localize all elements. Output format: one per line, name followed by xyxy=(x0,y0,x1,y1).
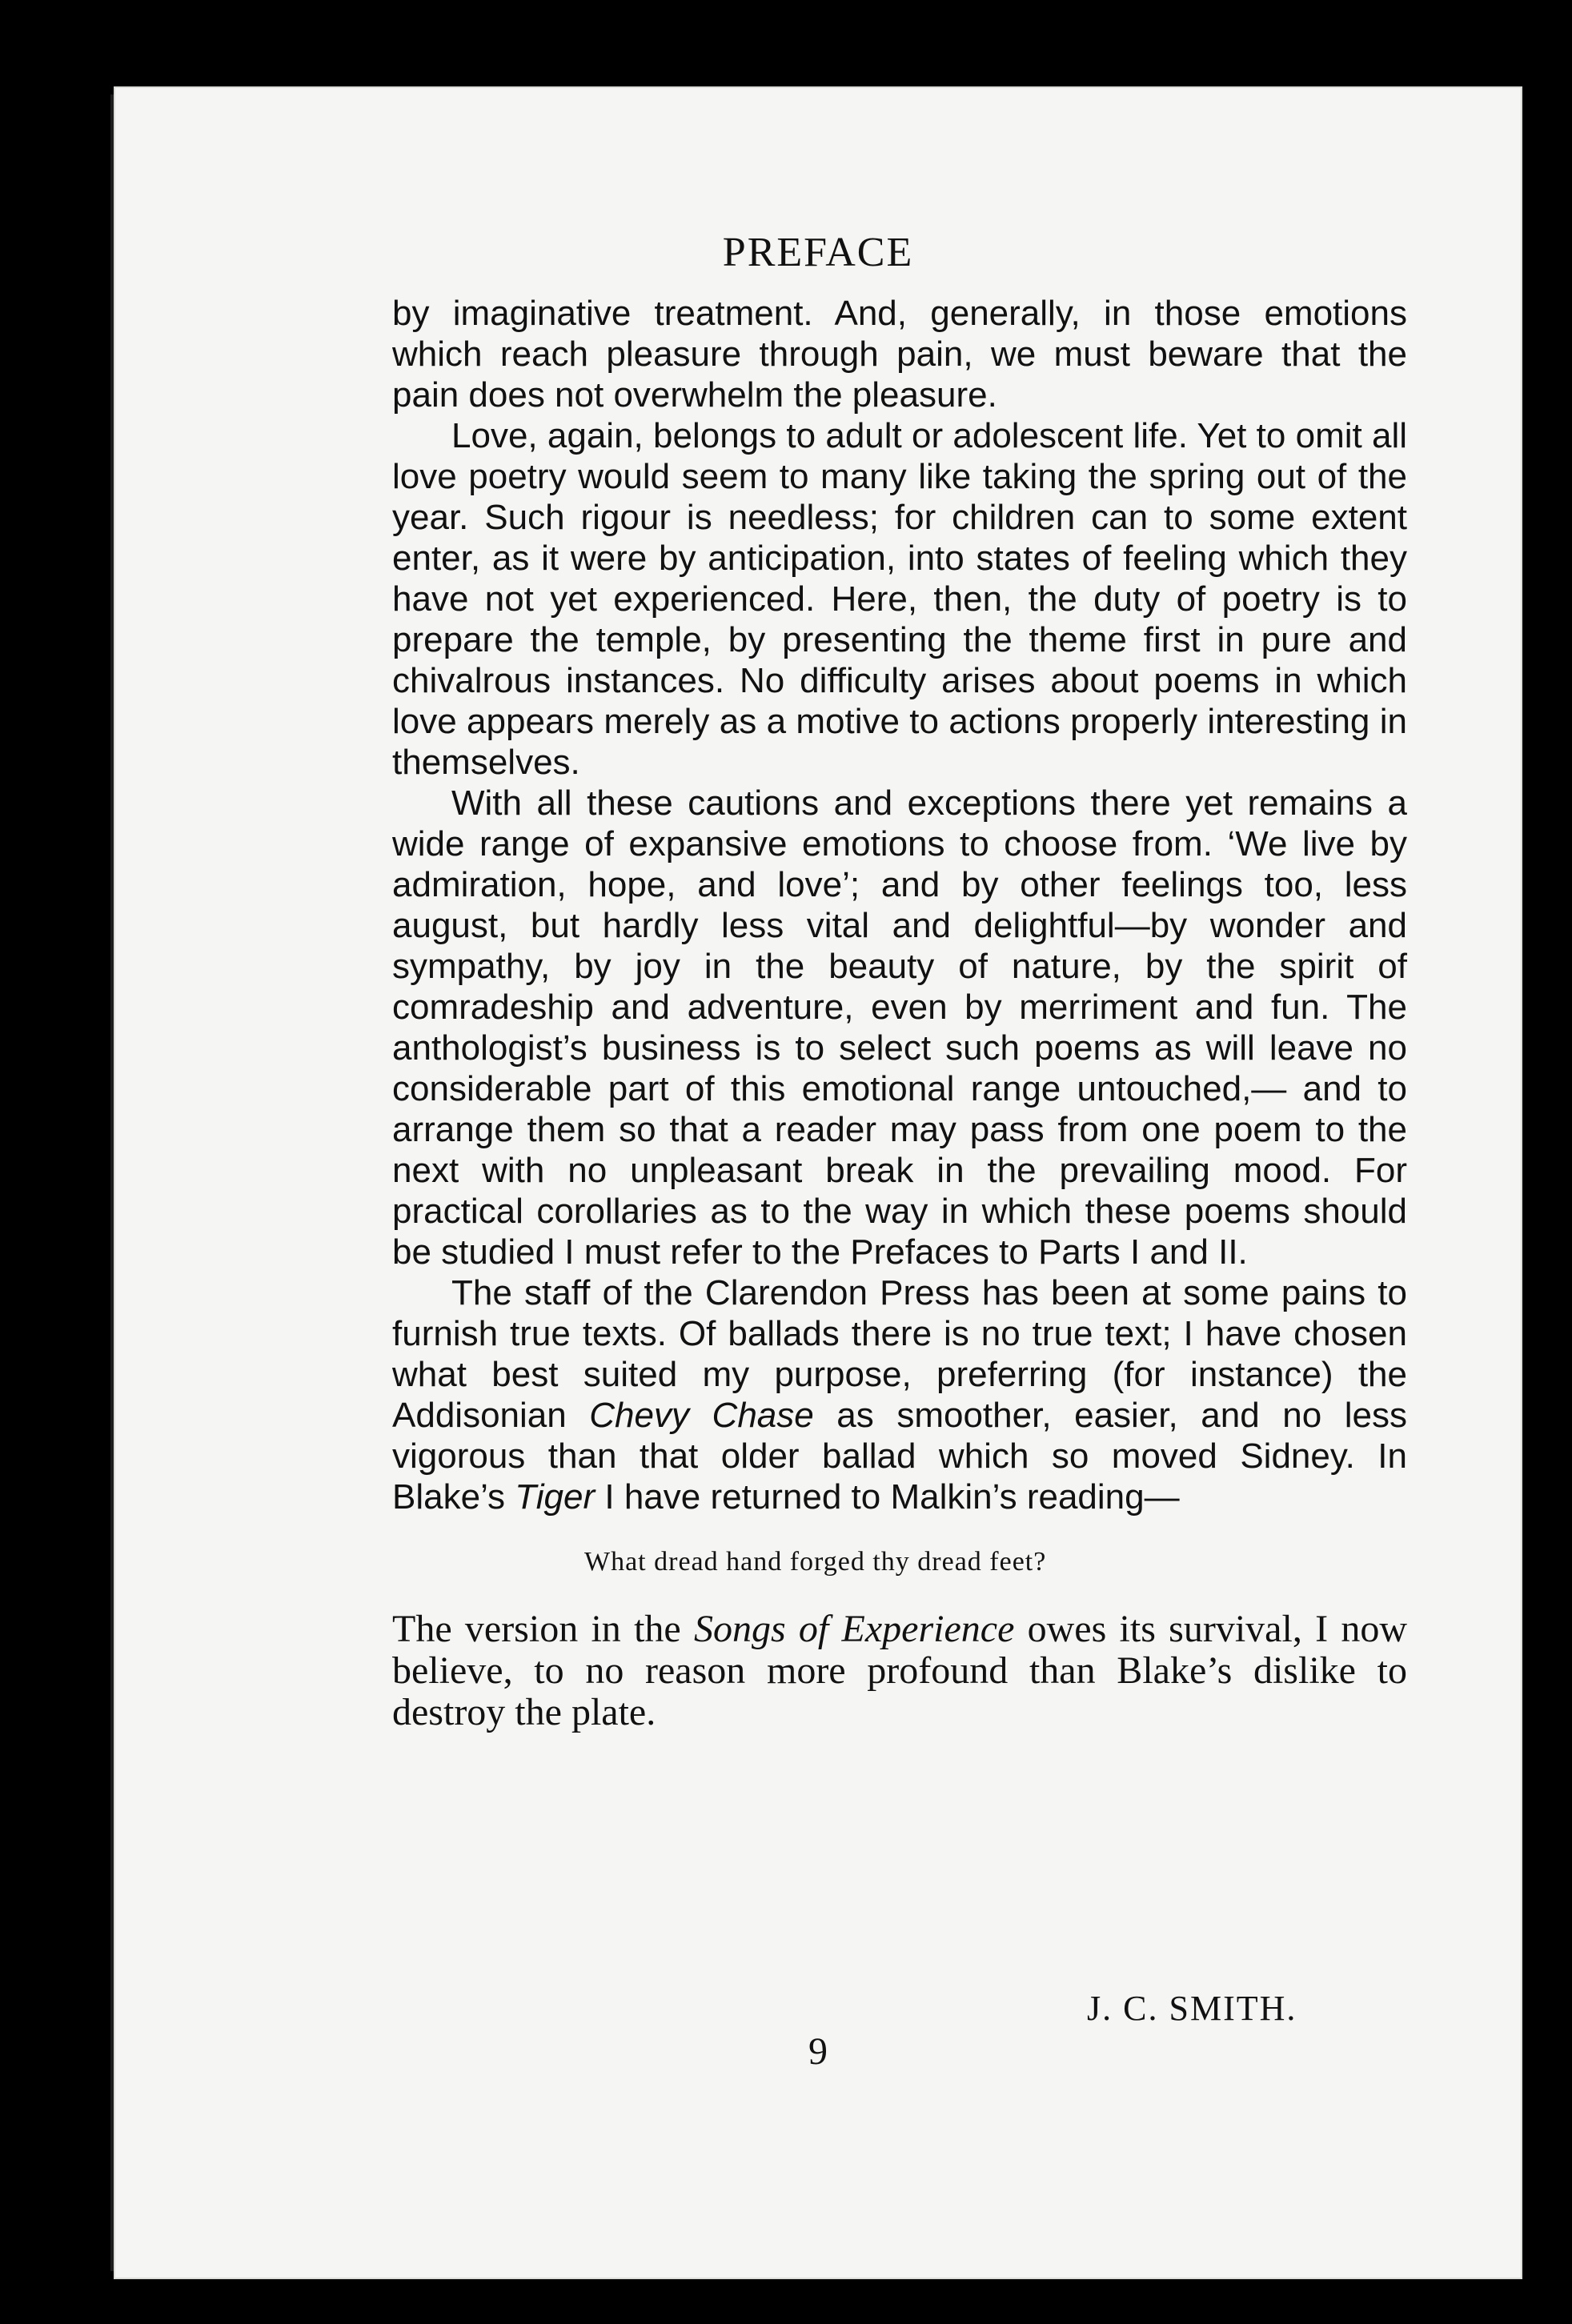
title-tiger: Tiger xyxy=(515,1477,596,1517)
paragraph-2: Love, again, belongs to adult or adolescent life. Yet to omit all love poetry would seem to many like taking the spring out of the year. Such rigour is needless; for children can to some extent enter, as it were by anticipation, into states of feeling which they have not yet experienced. Here, then, the duty of poetry is to prepare the temple, by presenting the theme first in pure and chivalrous instances. No difficulty arises about poems in which love appears merely as a motive to actions properly interesting in themselves. xyxy=(392,416,1407,782)
paragraph-4-part-b: as smoother, easier, and no less vigorous than that older ballad which so moved Sidney. In Blake’s xyxy=(392,1396,1407,1517)
page-header: PREFACE xyxy=(722,230,914,275)
paragraph-4 xyxy=(392,1272,1407,1517)
paragraph-3: With all these cautions and exceptions there yet remains a wide range of expansive emotions to choose from. ‘We live by admiration, hope, and love’; and by other feelings too, less august, but hardly less vital and delightful—by wonder and sympathy, by joy in the beauty of nature, by the spirit of comradeship and adventure, even by merriment and fun. The anthologist’s business is to select such poems as will leave no considerable part of this emotional range untouched,— and to arrange them so that a reader may pass from one poem to the next with no unpleasant break in the prevailing mood. For practical corollaries as to the way in which these poems should be studied I must refer to the Prefaces to Parts I and II. xyxy=(392,783,1407,1272)
page-number: 9 xyxy=(808,2030,828,2073)
paragraph-4-part-a: The staff of the Clarendon Press has been at some pains to furnish true texts. Of ballads there is no true text; I have chosen what best suited my purpose, preferring (for instance) the Addisonian xyxy=(392,1273,1407,1435)
paragraph-4-part-c: I have returned to Malkin’s reading— xyxy=(595,1477,1180,1517)
title-chevy-chase: Chevy Chase xyxy=(589,1396,814,1435)
author-signature: J. C. SMITH. xyxy=(1087,1989,1297,2028)
preface-body xyxy=(392,293,1407,1733)
title-songs-of-experience: Songs of Experience xyxy=(693,1608,1015,1650)
paragraph-5-part-a: The version in the xyxy=(392,1608,694,1650)
paragraph-5 xyxy=(392,1609,1407,1733)
paragraph-1: by imaginative treatment. And, generally, in those emotions which reach pleasure through pain, we must beware that the pain does not overwhelm the pleasure. xyxy=(392,294,1407,415)
block-quote: What dread hand forged thy dread feet? xyxy=(584,1547,1047,1577)
paragraph-5-part-b: owes its survival, I now believe, to no reason more profound than Blake’s dislike to destroy the plate. xyxy=(392,1608,1407,1733)
bottom-scan-edge xyxy=(114,2279,1522,2324)
book-page xyxy=(114,86,1522,2279)
